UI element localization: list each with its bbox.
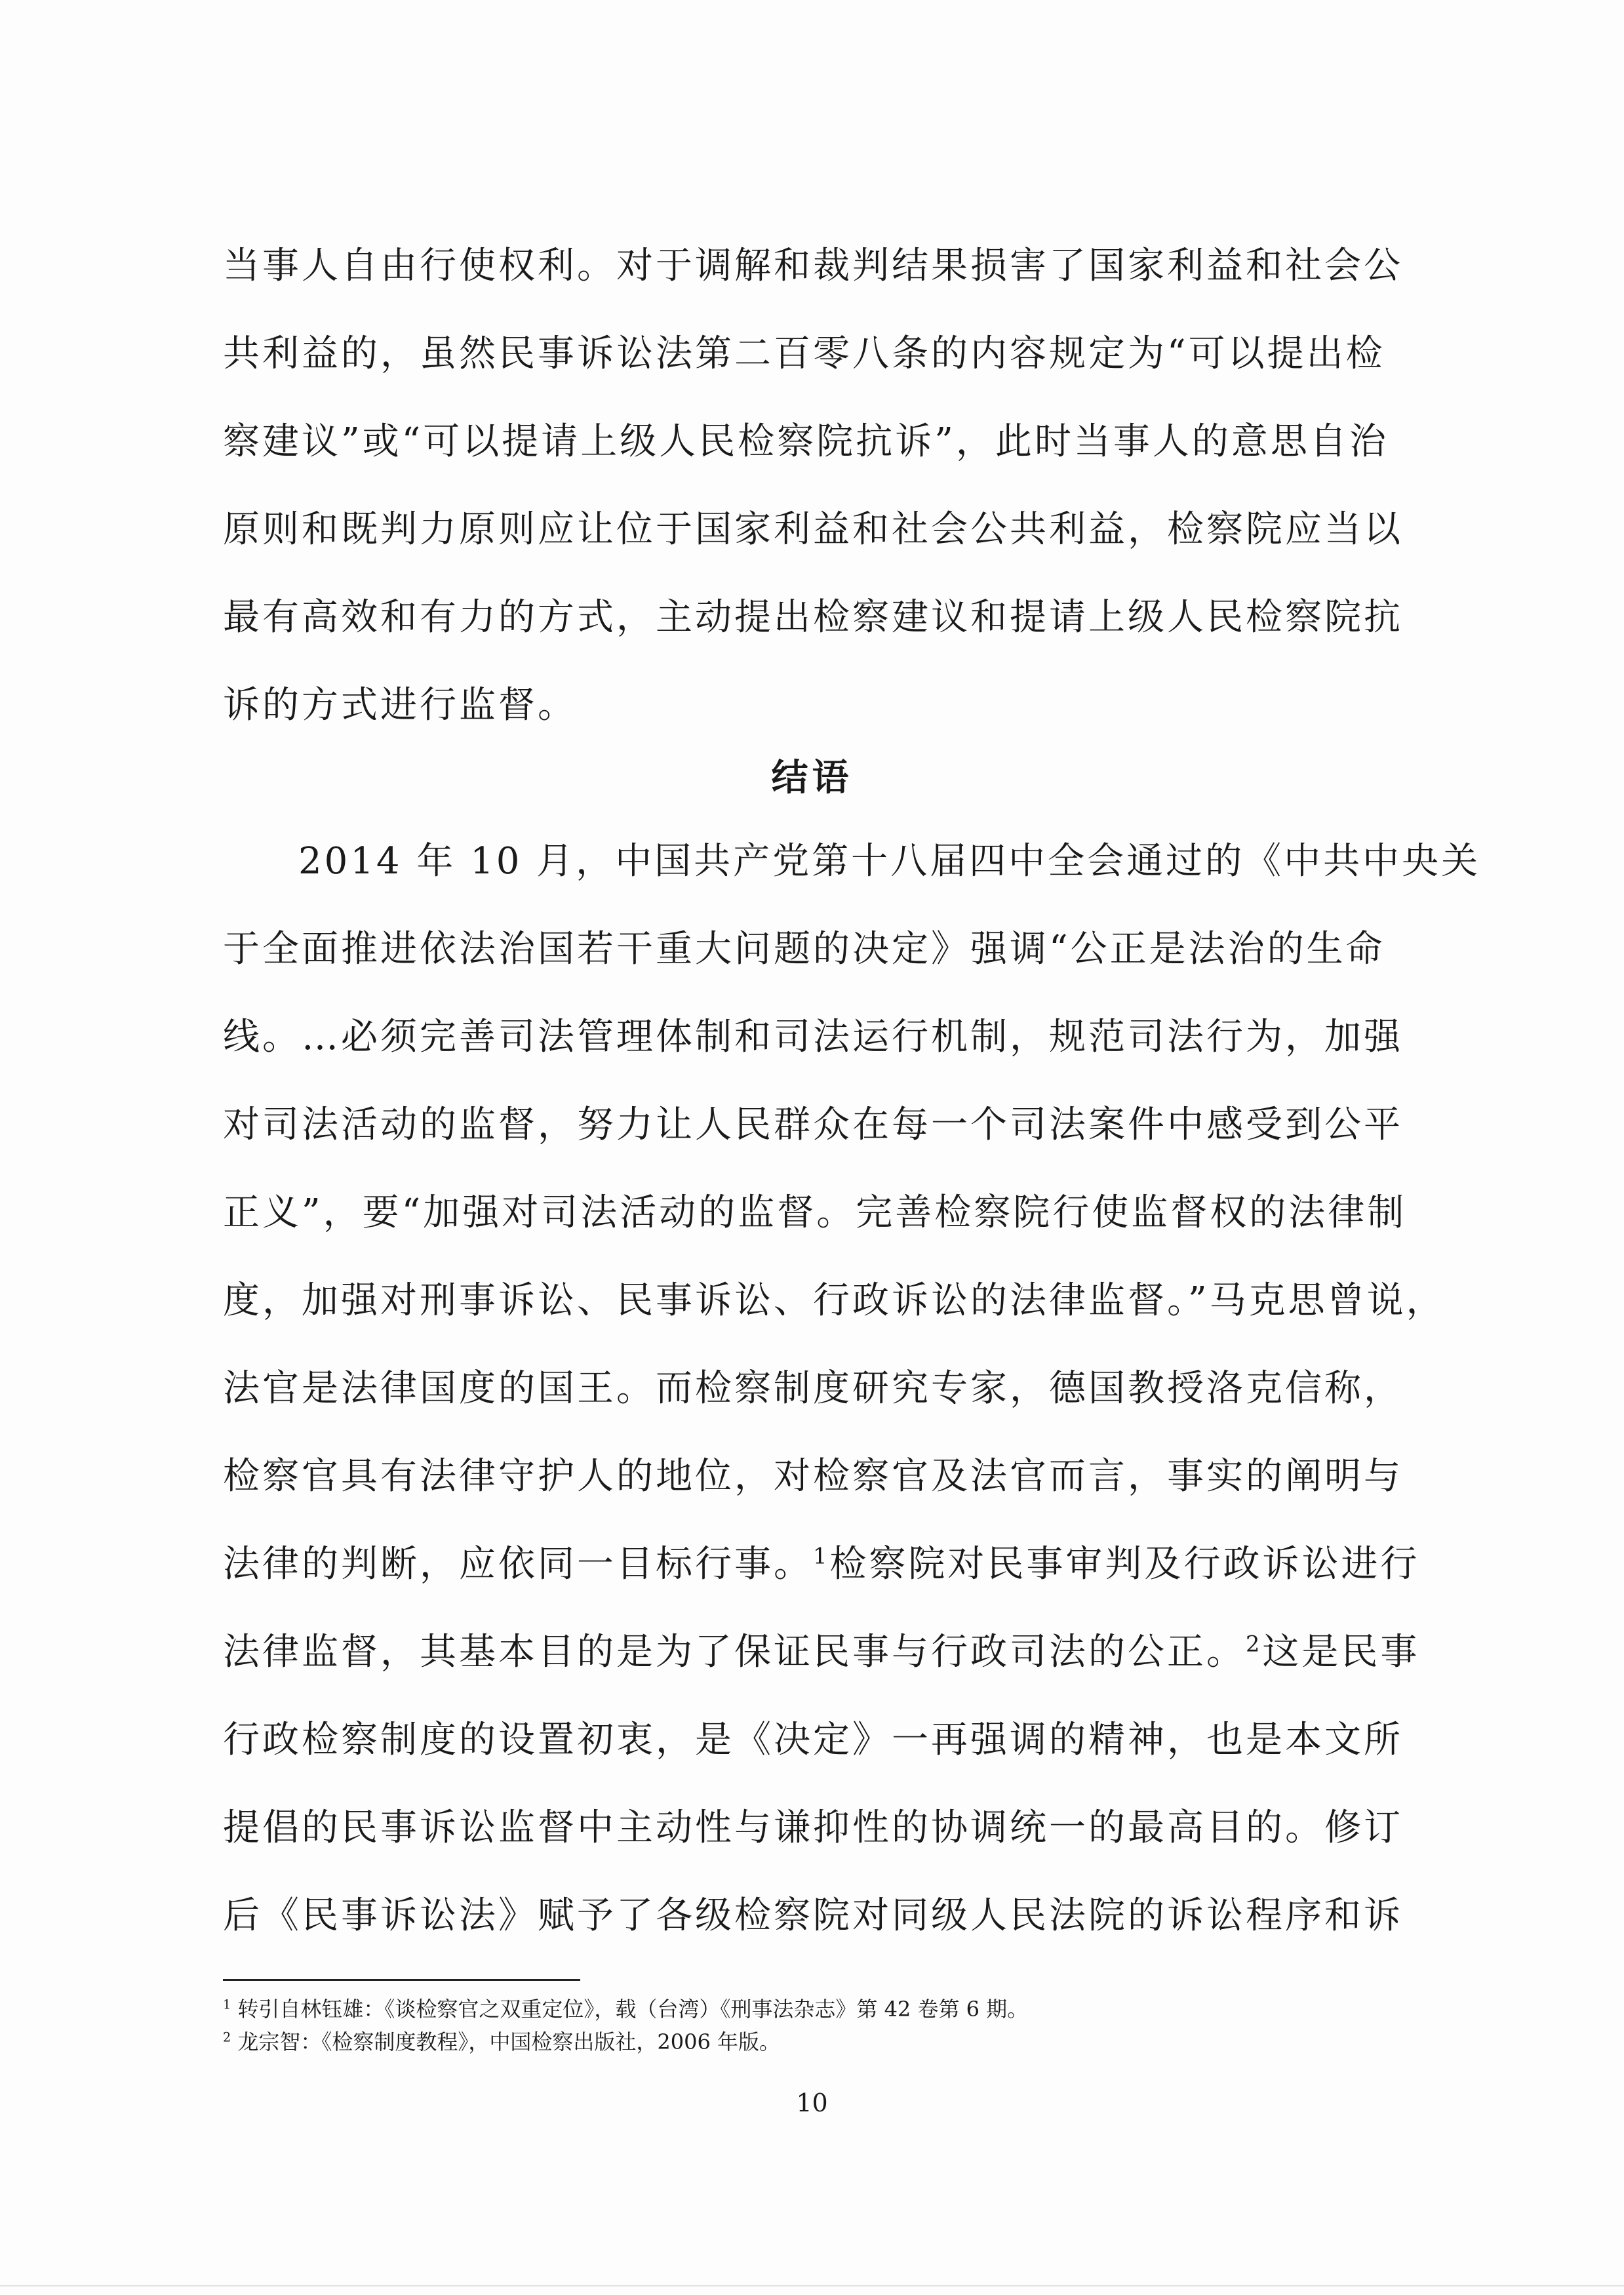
conclusion-line-3: 线。…必须完善司法管理体制和司法运行机制，规范司法行为，加强	[223, 1016, 1403, 1058]
footnote-text-1: 转引自林钰雄：《谈检察官之双重定位》，载（台湾）《刑事法杂志》第 42 卷第 6 期。	[231, 1997, 1029, 2022]
body-line-4: 原则和既判力原则应让位于国家利益和社会公共利益，检察院应当以	[223, 508, 1403, 551]
conclusion-line-6: 度，加强对刑事诉讼、民事诉讼、行政诉讼的法律监督。”马克思曾说，	[223, 1279, 1446, 1322]
scan-edge	[0, 2285, 1624, 2286]
conclusion-line-10	[223, 1629, 1420, 1676]
footnote-text-2: 龙宗智：《检察制度教程》，中国检察出版社，2006 年版。	[231, 2029, 781, 2054]
footnote-mark-1: 1	[223, 1997, 231, 2012]
conclusion-line-8: 检察官具有法律守护人的地位，对检察官及法官而言，事实的阐明与	[223, 1455, 1403, 1498]
text-run: 这是民事	[1262, 1631, 1420, 1673]
body-line-6: 诉的方式进行监督。	[223, 684, 577, 727]
page-number: 10	[796, 2088, 828, 2117]
conclusion-line-5: 正义”，要“加强对司法活动的监督。完善检察院行使监督权的法律制	[223, 1191, 1407, 1234]
conclusion-line-7: 法官是法律国度的国王。而检察制度研究专家，德国教授洛克信称，	[223, 1367, 1403, 1410]
footnote-mark-2: 2	[223, 2029, 231, 2045]
conclusion-line-12: 提倡的民事诉讼监督中主动性与谦抑性的协调统一的最高目的。修订	[223, 1806, 1403, 1849]
footnote-ref-1[interactable]: 1	[813, 1543, 830, 1569]
footnote-2	[223, 2027, 1383, 2056]
conclusion-line-9	[223, 1541, 1420, 1588]
conclusion-line-11: 行政检察制度的设置初衷，是《决定》一再强调的精神，也是本文所	[223, 1719, 1403, 1761]
section-heading: 结语	[771, 756, 853, 799]
body-line-3: 察建议”或“可以提请上级人民检察院抗诉”，此时当事人的意思自治	[223, 420, 1389, 463]
text-run: 检察院对民事审判及行政诉讼进行	[829, 1543, 1420, 1586]
text-run: 法律的判断，应依同一目标行事。	[223, 1543, 813, 1586]
conclusion-line-13: 后《民事诉讼法》赋予了各级检察院对同级人民法院的诉讼程序和诉	[223, 1894, 1403, 1937]
conclusion-line-4: 对司法活动的监督，努力让人民群众在每一个司法案件中感受到公平	[223, 1104, 1403, 1146]
footnote-ref-2[interactable]: 2	[1246, 1631, 1263, 1657]
conclusion-line-1: 2014 年 10 月，中国共产党第十八届四中全会通过的《中共中央关	[298, 840, 1481, 883]
footnote-1	[223, 1995, 1383, 2024]
body-line-5: 最有高效和有力的方式，主动提出检察建议和提请上级人民检察院抗	[223, 596, 1403, 639]
footnote-separator	[223, 1979, 580, 1981]
conclusion-line-2: 于全面推进依法治国若干重大问题的决定》强调“公正是法治的生命	[223, 928, 1385, 970]
text-run: 法律监督，其基本目的是为了保证民事与行政司法的公正。	[223, 1631, 1246, 1673]
body-line-1: 当事人自由行使权利。对于调解和裁判结果损害了国家利益和社会公	[223, 245, 1403, 287]
body-line-2: 共利益的，虽然民事诉讼法第二百零八条的内容规定为“可以提出检	[223, 332, 1385, 375]
